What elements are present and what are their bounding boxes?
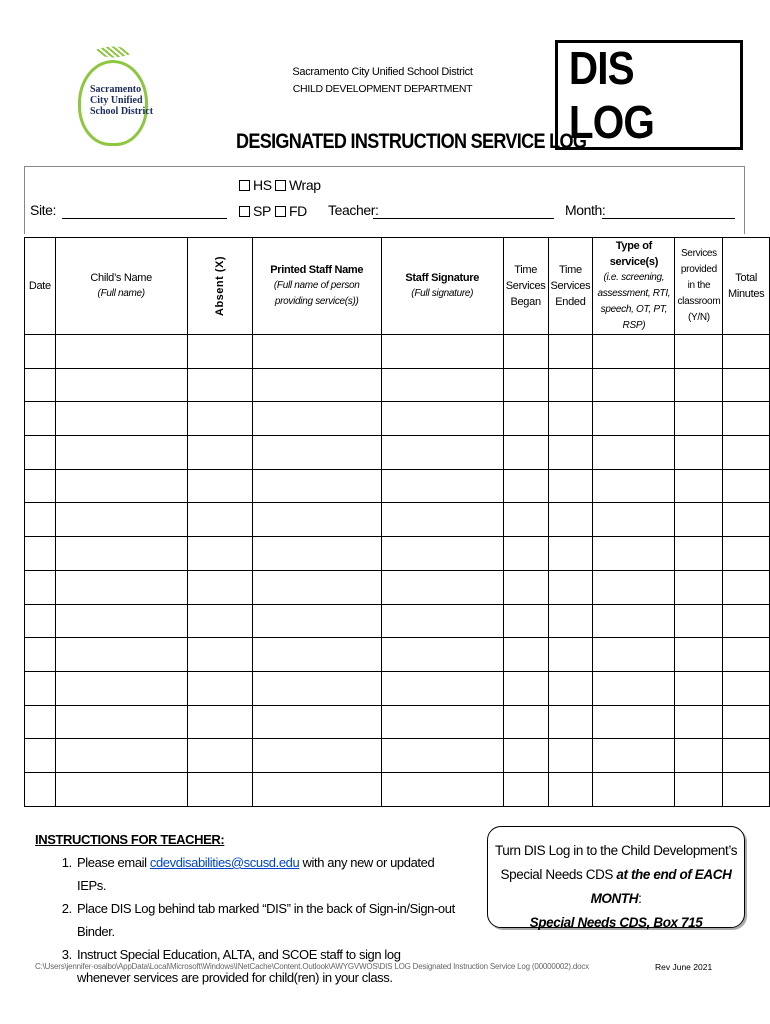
- table-cell[interactable]: [187, 705, 252, 739]
- department-name: CHILD DEVELOPMENT DEPARTMENT: [292, 83, 473, 95]
- table-cell[interactable]: [381, 335, 503, 369]
- table-cell[interactable]: [55, 739, 187, 773]
- table-cell[interactable]: [675, 604, 723, 638]
- table-cell[interactable]: [55, 671, 187, 705]
- checkbox-icon[interactable]: [275, 206, 286, 217]
- revision-date: Rev June 2021: [655, 962, 713, 972]
- table-row: [25, 537, 770, 571]
- table-cell[interactable]: [723, 335, 770, 369]
- table-cell[interactable]: [548, 705, 593, 739]
- table-cell[interactable]: [25, 570, 56, 604]
- table-row: [25, 705, 770, 739]
- table-row: [25, 402, 770, 436]
- checkbox-icon[interactable]: [275, 180, 286, 191]
- table-cell[interactable]: [503, 402, 548, 436]
- table-row: [25, 604, 770, 638]
- instruction-item: 1. Please email cdevdisabilities@scusd.edu with any new or updated IEPs.: [75, 851, 455, 897]
- table-cell[interactable]: [252, 335, 381, 369]
- table-cell[interactable]: [55, 335, 187, 369]
- col-in-classroom: Services provided in the classroom (Y/N): [675, 238, 723, 335]
- table-cell[interactable]: [503, 537, 548, 571]
- program-option-wrap[interactable]: Wrap: [275, 177, 321, 193]
- table-cell[interactable]: [723, 772, 770, 806]
- table-cell[interactable]: [381, 671, 503, 705]
- table-row: [25, 772, 770, 806]
- table-cell[interactable]: [25, 436, 56, 470]
- table-cell[interactable]: [55, 503, 187, 537]
- table-cell[interactable]: [548, 537, 593, 571]
- table-cell[interactable]: [252, 402, 381, 436]
- file-path: C:\Users\jennifer-osalbo\AppData\Local\Microsoft\Windows\INetCache\Content.Outlook\AWYGVWOS\DIS LOG Designated Instruction Service Log (00000002).docx: [35, 962, 589, 971]
- table-cell[interactable]: [252, 671, 381, 705]
- table-cell[interactable]: [723, 705, 770, 739]
- table-cell[interactable]: [381, 402, 503, 436]
- table-cell[interactable]: [503, 436, 548, 470]
- table-cell[interactable]: [593, 705, 675, 739]
- table-cell[interactable]: [381, 705, 503, 739]
- table-header-row: [25, 238, 770, 335]
- program-option-hs[interactable]: HS: [239, 177, 272, 193]
- table-cell[interactable]: [503, 604, 548, 638]
- table-cell[interactable]: [25, 503, 56, 537]
- instructions-title: INSTRUCTIONS FOR TEACHER:: [35, 832, 225, 847]
- table-cell[interactable]: [675, 537, 723, 571]
- table-body: [25, 335, 770, 807]
- table-cell[interactable]: [593, 570, 675, 604]
- teacher-field[interactable]: [373, 218, 554, 219]
- table-cell[interactable]: [548, 335, 593, 369]
- table-cell[interactable]: [593, 604, 675, 638]
- table-cell[interactable]: [25, 402, 56, 436]
- table-cell[interactable]: [723, 671, 770, 705]
- table-cell[interactable]: [675, 705, 723, 739]
- table-cell[interactable]: [723, 570, 770, 604]
- table-row: [25, 503, 770, 537]
- col-time-began: Time Services Began: [503, 238, 548, 335]
- table-cell[interactable]: [675, 638, 723, 672]
- site-field[interactable]: [62, 218, 227, 219]
- table-cell[interactable]: [187, 638, 252, 672]
- table-cell[interactable]: [55, 436, 187, 470]
- table-cell[interactable]: [252, 638, 381, 672]
- header-box: [24, 166, 745, 234]
- table-cell[interactable]: [675, 570, 723, 604]
- table-cell[interactable]: [548, 436, 593, 470]
- table-cell[interactable]: [252, 772, 381, 806]
- table-cell[interactable]: [187, 671, 252, 705]
- email-link[interactable]: cdevdisabilities@scusd.edu: [149, 855, 300, 870]
- table-cell[interactable]: [593, 772, 675, 806]
- table-cell[interactable]: [675, 335, 723, 369]
- table-cell[interactable]: [593, 671, 675, 705]
- program-option-fd[interactable]: FD: [275, 203, 307, 219]
- table-cell[interactable]: [593, 537, 675, 571]
- table-cell[interactable]: [381, 772, 503, 806]
- checkbox-icon[interactable]: [239, 206, 250, 217]
- table-cell[interactable]: [187, 570, 252, 604]
- table-cell[interactable]: [55, 469, 187, 503]
- table-cell[interactable]: [187, 739, 252, 773]
- dis-log-badge-text: DIS LOG: [568, 42, 654, 148]
- table-cell[interactable]: [593, 436, 675, 470]
- table-cell[interactable]: [548, 671, 593, 705]
- table-row: [25, 739, 770, 773]
- service-log-table: [24, 237, 770, 807]
- table-cell[interactable]: [503, 503, 548, 537]
- table-cell[interactable]: [55, 604, 187, 638]
- table-cell[interactable]: [548, 368, 593, 402]
- table-cell[interactable]: [675, 402, 723, 436]
- table-cell[interactable]: [252, 503, 381, 537]
- table-cell[interactable]: [25, 537, 56, 571]
- program-option-sp[interactable]: SP: [239, 203, 271, 219]
- table-row: [25, 671, 770, 705]
- table-cell[interactable]: [55, 772, 187, 806]
- table-cell[interactable]: [187, 469, 252, 503]
- table-cell[interactable]: [723, 368, 770, 402]
- table-cell[interactable]: [25, 604, 56, 638]
- table-row: [25, 570, 770, 604]
- table-cell[interactable]: [187, 604, 252, 638]
- table-cell[interactable]: [503, 335, 548, 369]
- table-cell[interactable]: [723, 638, 770, 672]
- table-cell[interactable]: [675, 436, 723, 470]
- table-cell[interactable]: [723, 537, 770, 571]
- table-cell[interactable]: [548, 503, 593, 537]
- table-cell[interactable]: [252, 469, 381, 503]
- district-name: Sacramento City Unified School District: [292, 66, 473, 78]
- table-cell[interactable]: [723, 436, 770, 470]
- org-header: [260, 64, 505, 98]
- table-cell[interactable]: [503, 772, 548, 806]
- table-cell[interactable]: [503, 638, 548, 672]
- turn-in-notice: Turn DIS Log in to the Child Development’s Special Needs CDS at the end of EACH MONTH: Special Needs CDS, Box 715: [487, 826, 745, 928]
- table-cell[interactable]: [381, 469, 503, 503]
- teacher-label: Teacher:: [328, 202, 379, 218]
- table-cell[interactable]: [593, 402, 675, 436]
- table-cell[interactable]: [25, 335, 56, 369]
- table-cell[interactable]: [252, 436, 381, 470]
- table-cell[interactable]: [25, 705, 56, 739]
- table-cell[interactable]: [675, 503, 723, 537]
- col-staff-signature: Staff Signature (Full signature): [381, 238, 503, 335]
- logo-text: Sacramento City Unified School District: [90, 84, 154, 117]
- table-cell[interactable]: [675, 772, 723, 806]
- table-cell[interactable]: [503, 469, 548, 503]
- table-cell[interactable]: [55, 368, 187, 402]
- col-service-type: Type of service(s) (i.e. screening, assessment, RTI, speech, OT, PT, RSP): [593, 238, 675, 335]
- table-cell[interactable]: [252, 570, 381, 604]
- month-label: Month:: [565, 202, 606, 218]
- table-cell[interactable]: [548, 402, 593, 436]
- month-field[interactable]: [602, 218, 735, 219]
- table-cell[interactable]: [503, 739, 548, 773]
- table-cell[interactable]: [723, 739, 770, 773]
- table-cell[interactable]: [55, 402, 187, 436]
- table-cell[interactable]: [252, 368, 381, 402]
- table-cell[interactable]: [723, 503, 770, 537]
- table-cell[interactable]: [252, 537, 381, 571]
- col-child-name: Child’s Name (Full name): [55, 238, 187, 335]
- table-cell[interactable]: [503, 368, 548, 402]
- table-row: [25, 335, 770, 369]
- table-cell[interactable]: [55, 638, 187, 672]
- col-date: Date: [25, 238, 56, 335]
- table-row: [25, 638, 770, 672]
- table-cell[interactable]: [503, 671, 548, 705]
- table-cell[interactable]: [675, 739, 723, 773]
- table-cell[interactable]: [593, 335, 675, 369]
- table-cell[interactable]: [548, 604, 593, 638]
- col-staff-name: Printed Staff Name (Full name of person providing service(s)): [252, 238, 381, 335]
- table-cell[interactable]: [25, 671, 56, 705]
- col-absent: Absent (X): [187, 238, 252, 335]
- table-cell[interactable]: [675, 368, 723, 402]
- table-cell[interactable]: [381, 638, 503, 672]
- table-cell[interactable]: [723, 402, 770, 436]
- table-cell[interactable]: [25, 772, 56, 806]
- table-cell[interactable]: [381, 537, 503, 571]
- col-time-ended: Time Services Ended: [548, 238, 593, 335]
- table-cell[interactable]: [187, 402, 252, 436]
- table-cell[interactable]: [252, 604, 381, 638]
- table-cell[interactable]: [548, 772, 593, 806]
- table-row: [25, 436, 770, 470]
- table-cell[interactable]: [593, 638, 675, 672]
- table-row: [25, 469, 770, 503]
- table-cell[interactable]: [381, 368, 503, 402]
- table-cell[interactable]: [675, 671, 723, 705]
- table-cell[interactable]: [187, 503, 252, 537]
- table-cell[interactable]: [381, 436, 503, 470]
- instruction-item: 2. Place DIS Log behind tab marked “DIS” in the back of Sign-in/Sign-out Binder.: [75, 897, 455, 943]
- table-cell[interactable]: [593, 503, 675, 537]
- col-total-minutes: Total Minutes: [723, 238, 770, 335]
- table-cell[interactable]: [593, 368, 675, 402]
- table-cell[interactable]: [252, 739, 381, 773]
- table-cell[interactable]: [548, 570, 593, 604]
- table-cell[interactable]: [503, 570, 548, 604]
- table-cell[interactable]: [187, 335, 252, 369]
- table-cell[interactable]: [252, 705, 381, 739]
- table-cell[interactable]: [675, 469, 723, 503]
- table-cell[interactable]: [503, 705, 548, 739]
- table-cell[interactable]: [548, 469, 593, 503]
- table-cell[interactable]: [25, 368, 56, 402]
- table-cell[interactable]: [25, 739, 56, 773]
- table-cell[interactable]: [723, 604, 770, 638]
- instruction-item: 3. Instruct Special Education, ALTA, and SCOE staff to sign log whenever services are provided for child(ren) in your class.: [75, 943, 455, 989]
- table-cell[interactable]: [187, 436, 252, 470]
- table-cell[interactable]: [187, 368, 252, 402]
- table-cell[interactable]: [25, 469, 56, 503]
- table-cell[interactable]: [548, 739, 593, 773]
- table-cell[interactable]: [55, 570, 187, 604]
- table-cell[interactable]: [55, 705, 187, 739]
- table-cell[interactable]: [548, 638, 593, 672]
- table-cell[interactable]: [381, 739, 503, 773]
- table-cell[interactable]: [593, 469, 675, 503]
- site-label: Site:: [30, 202, 57, 218]
- district-logo: [78, 42, 168, 148]
- table-cell[interactable]: [187, 537, 252, 571]
- table-cell[interactable]: [55, 537, 187, 571]
- table-cell[interactable]: [723, 469, 770, 503]
- table-cell[interactable]: [381, 503, 503, 537]
- document-title: DESIGNATED INSTRUCTION SERVICE LOG: [236, 130, 587, 153]
- table-cell[interactable]: [593, 739, 675, 773]
- checkbox-icon[interactable]: [239, 180, 250, 191]
- table-row: [25, 368, 770, 402]
- table-cell[interactable]: [25, 638, 56, 672]
- table-cell[interactable]: [381, 570, 503, 604]
- table-cell[interactable]: [187, 772, 252, 806]
- table-cell[interactable]: [381, 604, 503, 638]
